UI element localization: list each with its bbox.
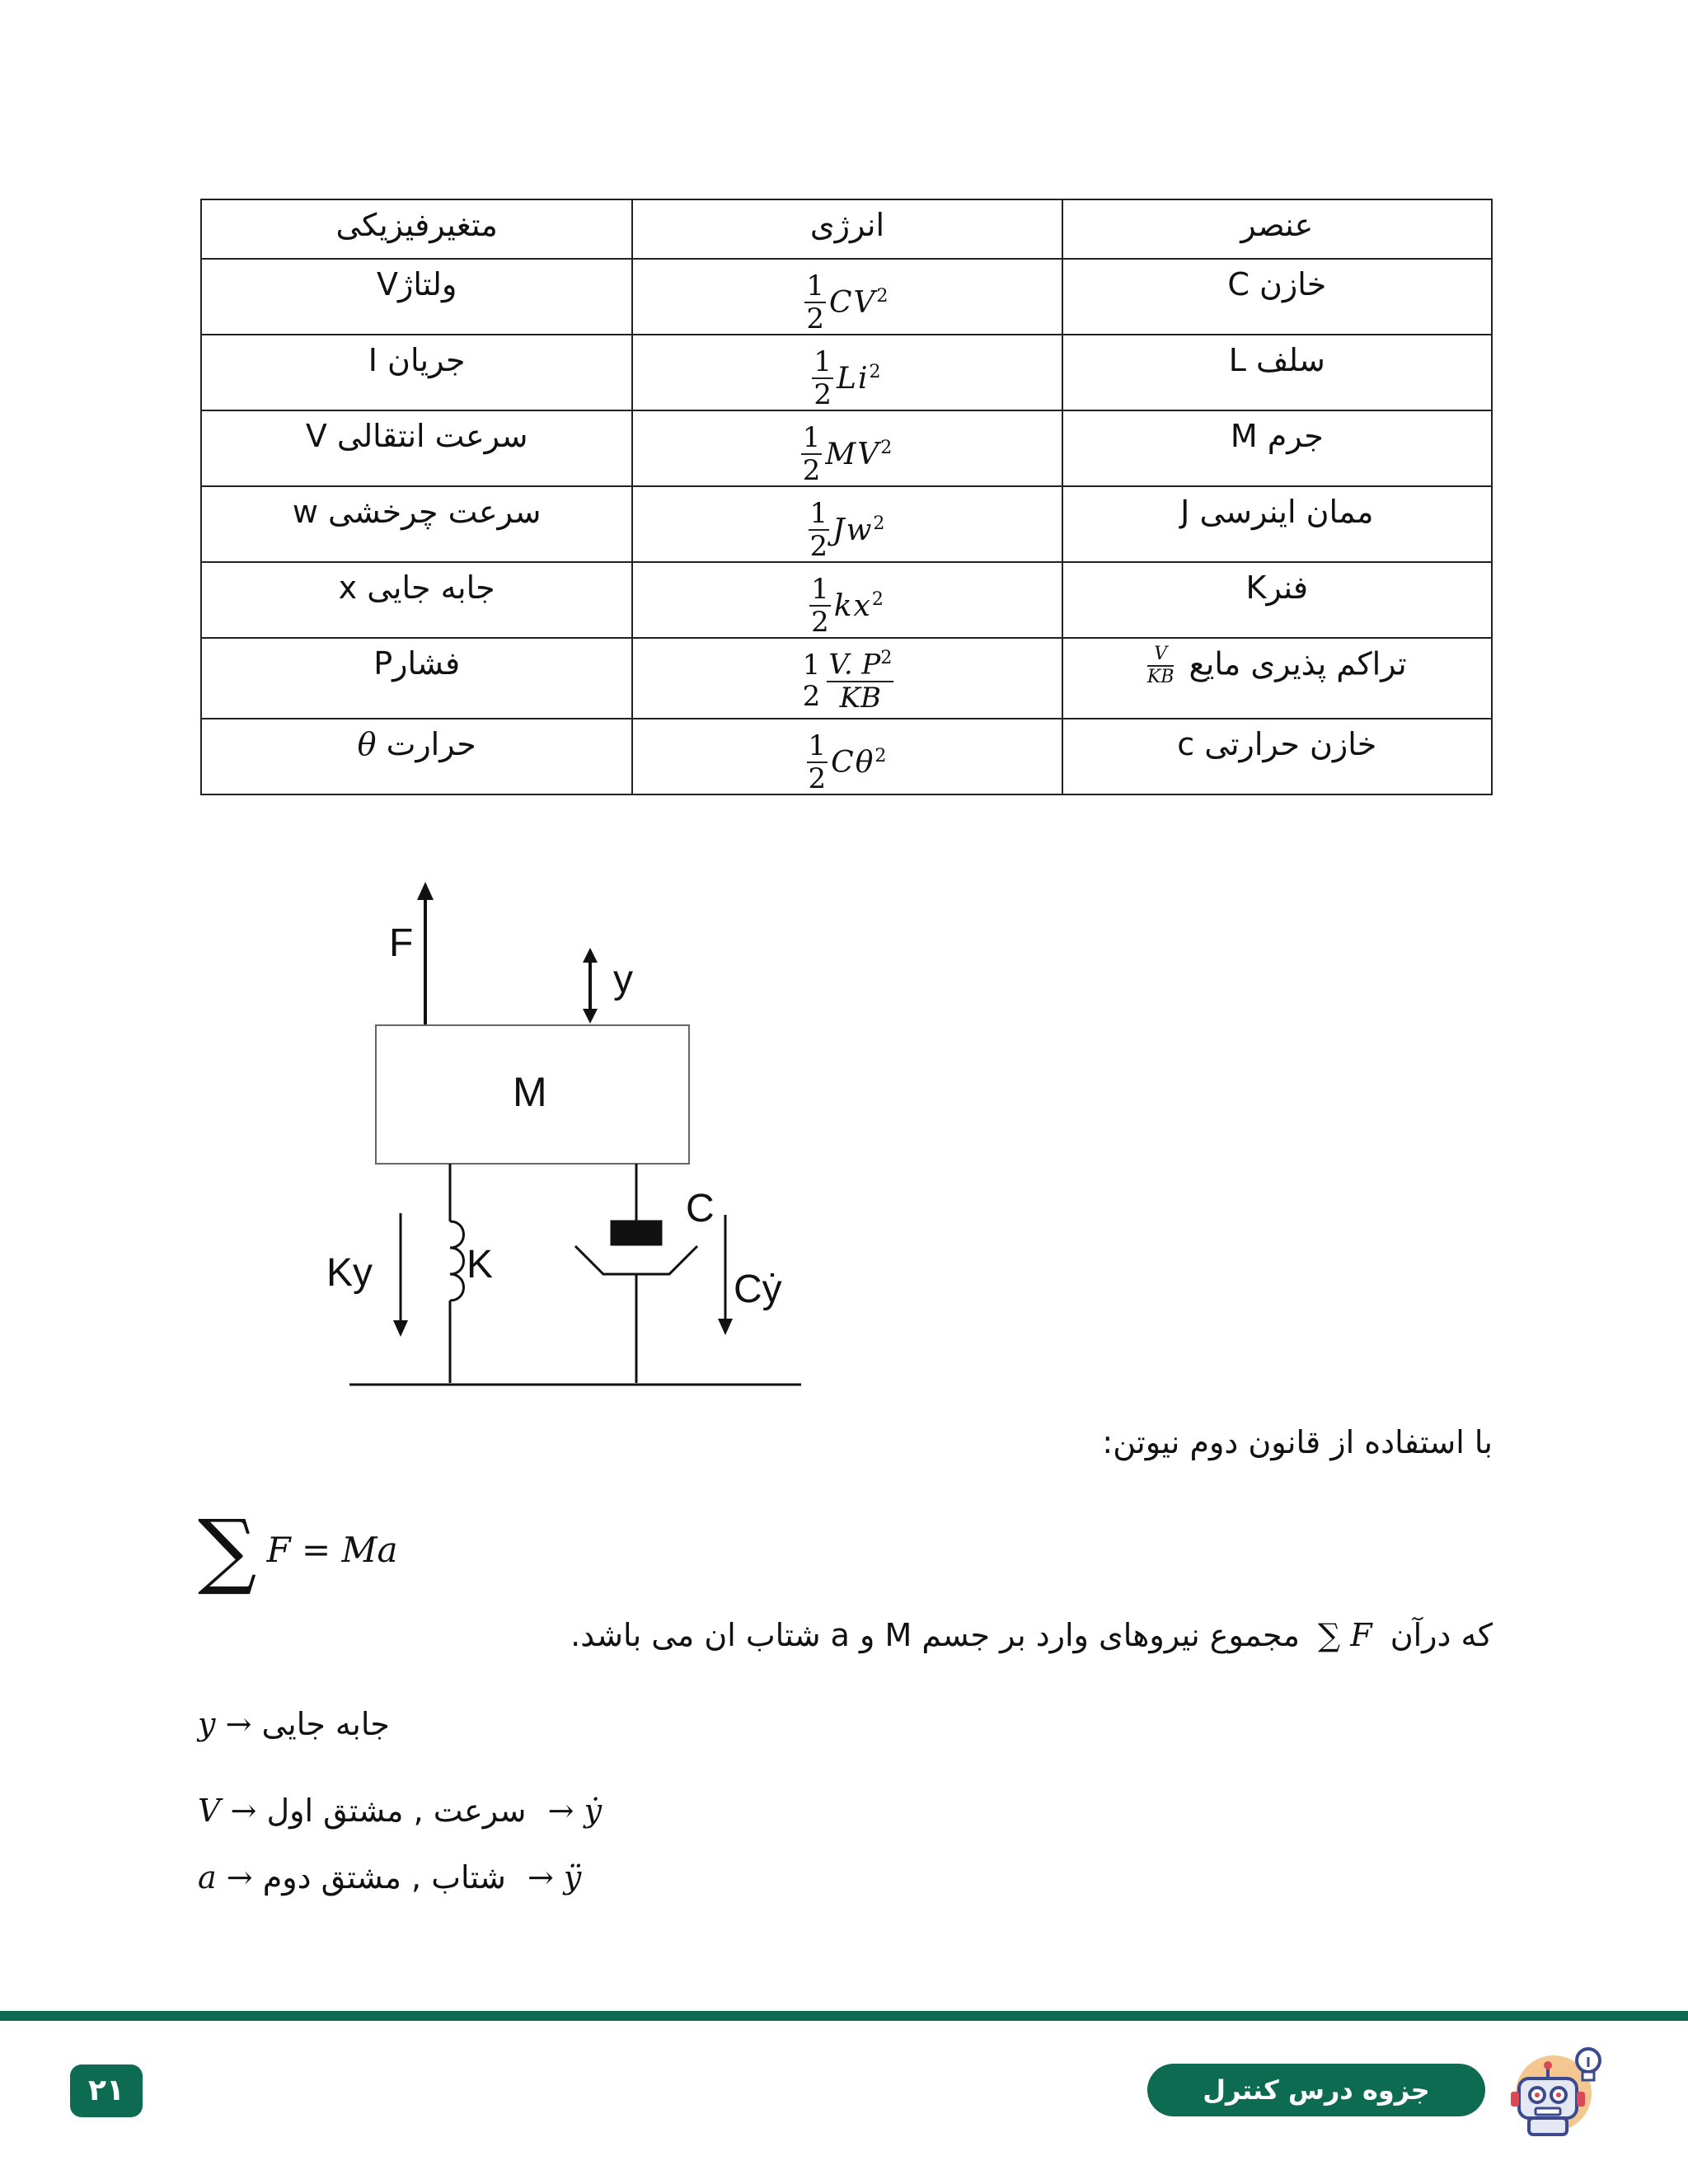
robot-mascot-icon <box>1496 2042 1611 2141</box>
cell-energy: 1 2 $\frac{V. P^2}{KB}$ <box>632 638 1062 719</box>
cell-variable: فشارP <box>201 638 632 719</box>
table-row <box>201 259 1492 335</box>
cell-element: تراکم پذیری مایع $\frac{V}{KB}$ <box>1062 638 1492 719</box>
cell-variable: سرعت چرخشی w <box>201 486 632 562</box>
cell-energy: $\frac{1}{2}$ Jw$^2$ <box>632 486 1062 562</box>
mass-spring-damper-diagram <box>313 882 824 1401</box>
cell-element: ممان اینرسی J <box>1062 486 1492 562</box>
displacement-label: y <box>613 958 633 1001</box>
cell-energy: $\frac{1}{2}$ Li$^2$ <box>632 335 1062 410</box>
cell-variable: جابه جایی x <box>201 562 632 638</box>
header-element: عنصر <box>1062 199 1492 259</box>
table-row <box>201 410 1492 486</box>
cell-variable: حرارت θ <box>201 719 632 794</box>
cell-element: فنرK <box>1062 562 1492 638</box>
cell-energy: $\frac{1}{2}$ $MV^2$ <box>632 410 1062 486</box>
cell-energy: $\frac{1}{2}$ $C\theta^2$ <box>632 719 1062 794</box>
spring-force-label: Ky <box>326 1251 373 1295</box>
cell-element: جرم M <box>1062 410 1492 486</box>
spring-force-arrow <box>393 1213 408 1337</box>
mass-label: M <box>513 1069 547 1115</box>
cell-variable: ولتاژV <box>201 259 632 335</box>
newton-equation: ∑ F = Ma <box>198 1502 398 1598</box>
cell-energy: $\frac{1}{2}$ $kx^2$ <box>632 562 1062 638</box>
cell-element: خازن حرارتی c <box>1062 719 1492 794</box>
definition-acceleration: a → شتاب , مشتق دوم → ÿ <box>198 1859 582 1896</box>
newton-intro: با استفاده از قانون دوم نیوتن: <box>1102 1424 1493 1460</box>
cell-variable: جریان I <box>201 335 632 410</box>
table-row <box>201 562 1492 638</box>
definition-velocity: V → سرعت , مشتق اول → ẏ <box>198 1793 603 1829</box>
spring-label: K <box>467 1243 494 1286</box>
damper-label: C <box>686 1187 715 1230</box>
force-arrow <box>417 882 434 1025</box>
table-row <box>201 719 1492 794</box>
spring <box>450 1164 464 1383</box>
definition-displacement: y → جابه جایی <box>198 1706 390 1742</box>
force-label: F <box>389 921 414 965</box>
damper <box>575 1164 697 1383</box>
table-row <box>201 638 1492 719</box>
course-title-badge: جزوه درس کنترل <box>1147 2064 1485 2116</box>
header-energy: انرژی <box>632 199 1062 259</box>
page-number-badge: ۲۱ <box>70 2064 143 2117</box>
header-variable: متغیرفیزیکی <box>201 199 632 259</box>
damper-force-arrow <box>718 1215 733 1335</box>
explanation-line: که درآن ∑ F مجموع نیروهای وارد بر جسم M و a شتاب ان می باشد. <box>570 1617 1493 1653</box>
cell-element: سلف L <box>1062 335 1492 410</box>
table-row <box>201 486 1492 562</box>
displacement-arrow <box>583 948 598 1024</box>
table-row <box>201 335 1492 410</box>
energy-table <box>200 199 1493 795</box>
cell-variable: سرعت انتقالی V <box>201 410 632 486</box>
cell-element: خازن C <box>1062 259 1492 335</box>
table-header-row <box>201 199 1492 259</box>
damper-force-label: Cẏ <box>734 1268 782 1311</box>
footer-rule <box>0 2011 1688 2021</box>
cell-energy: $\frac{1}{2}$ $CV^2$ <box>632 259 1062 335</box>
